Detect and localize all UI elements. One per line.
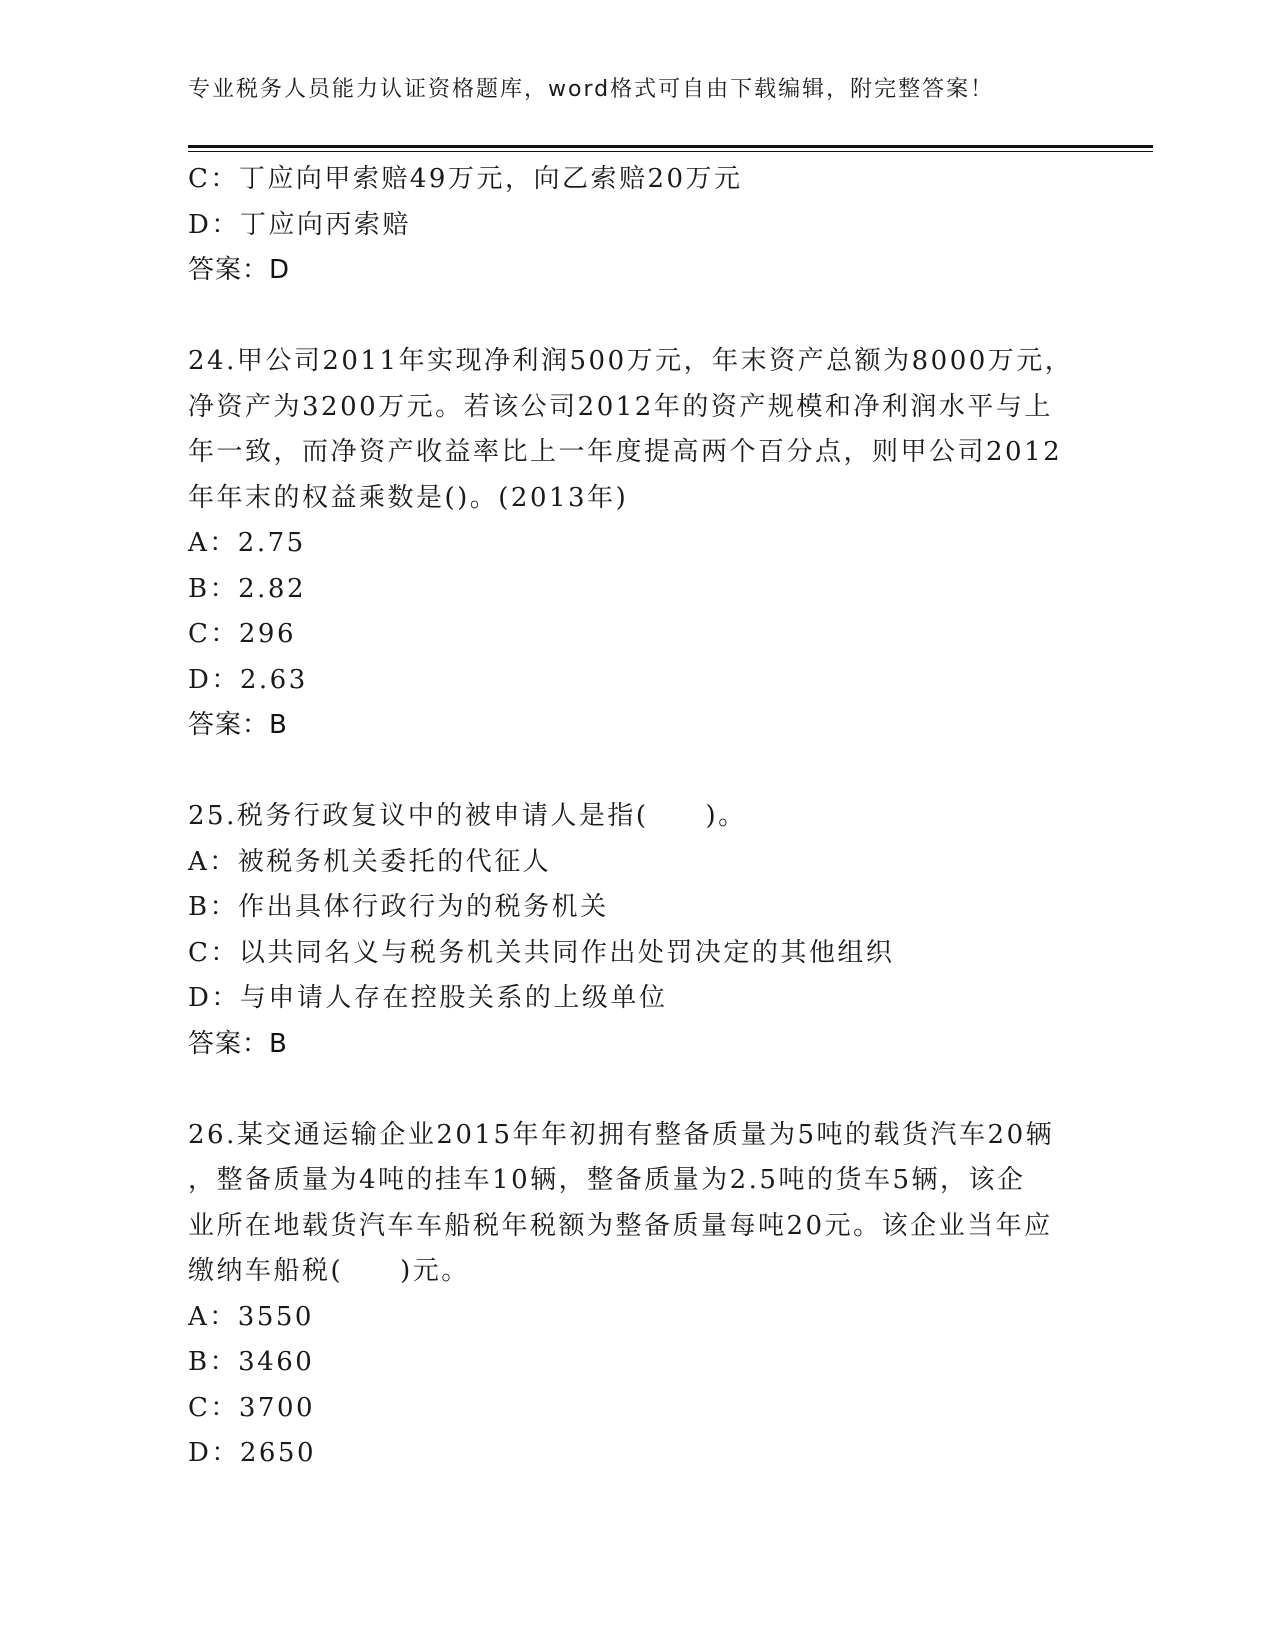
- question-23: [188, 157, 1088, 294]
- option-c: C：以共同名义与税务机关共同作出处罚决定的其他组织: [188, 937, 895, 968]
- page-header: 专业税务人员能力认证资格题库，word格式可自由下载编辑，附完整答案！: [188, 77, 995, 102]
- spacer: [188, 1067, 1088, 1113]
- question-stem-line: 26.某交通运输企业2015年年初拥有整备质量为5吨的载货汽车20辆: [188, 1119, 1055, 1150]
- question-stem-line: 年一致，而净资产收益率比上一年度提高两个百分点，则甲公司2012: [188, 437, 1063, 467]
- spacer: [188, 749, 1088, 795]
- question-26: [188, 1113, 1088, 1477]
- question-stem-line: 25.税务行政复议中的被申请人是指( )。: [188, 801, 747, 831]
- option-b: B：2.82: [188, 573, 306, 604]
- header-rule-thin: [188, 151, 1153, 152]
- answer-line: 答案：B: [188, 1028, 288, 1059]
- question-stem-line: 缴纳车船税( )元。: [188, 1256, 470, 1286]
- question-content: [188, 157, 1088, 1477]
- option-c: C：296: [188, 619, 297, 649]
- question-stem-line: 净资产为3200万元。若该公司2012年的资产规模和净利润水平与上: [188, 391, 1053, 422]
- spacer: [188, 294, 1088, 340]
- option-b: B：3460: [188, 1347, 315, 1377]
- question-24: [188, 339, 1088, 749]
- question-stem-line: 24.甲公司2011年实现净利润500万元，年末资产总额为8000万元，: [188, 346, 1074, 376]
- option-d: D：丁应向丙索赔: [188, 209, 411, 240]
- option-a: A：被税务机关委托的代征人: [188, 846, 552, 877]
- option-c: C：丁应向甲索赔49万元，向乙索赔20万元: [188, 164, 743, 194]
- option-c: C：3700: [188, 1392, 316, 1423]
- answer-line: 答案：B: [188, 710, 288, 740]
- question-stem-line: 业所在地载货汽车车船税年税额为整备质量每吨20元。该企业当年应: [188, 1210, 1053, 1241]
- answer-line: 答案：D: [188, 255, 291, 285]
- option-d: D：2650: [188, 1438, 317, 1468]
- option-a: A：3550: [188, 1301, 314, 1332]
- option-d: D：2.63: [188, 664, 308, 695]
- header-rule-thick: [188, 145, 1153, 148]
- question-stem-line: ，整备质量为4吨的挂车10辆，整备质量为2.5吨的货车5辆，该企: [188, 1165, 1026, 1195]
- question-25: [188, 794, 1088, 1067]
- option-a: A：2.75: [188, 528, 306, 558]
- option-b: B：作出具体行政行为的税务机关: [188, 892, 609, 922]
- question-stem-line: 年年末的权益乘数是()。(2013年): [188, 482, 629, 513]
- option-d: D：与申请人存在控股关系的上级单位: [188, 983, 668, 1013]
